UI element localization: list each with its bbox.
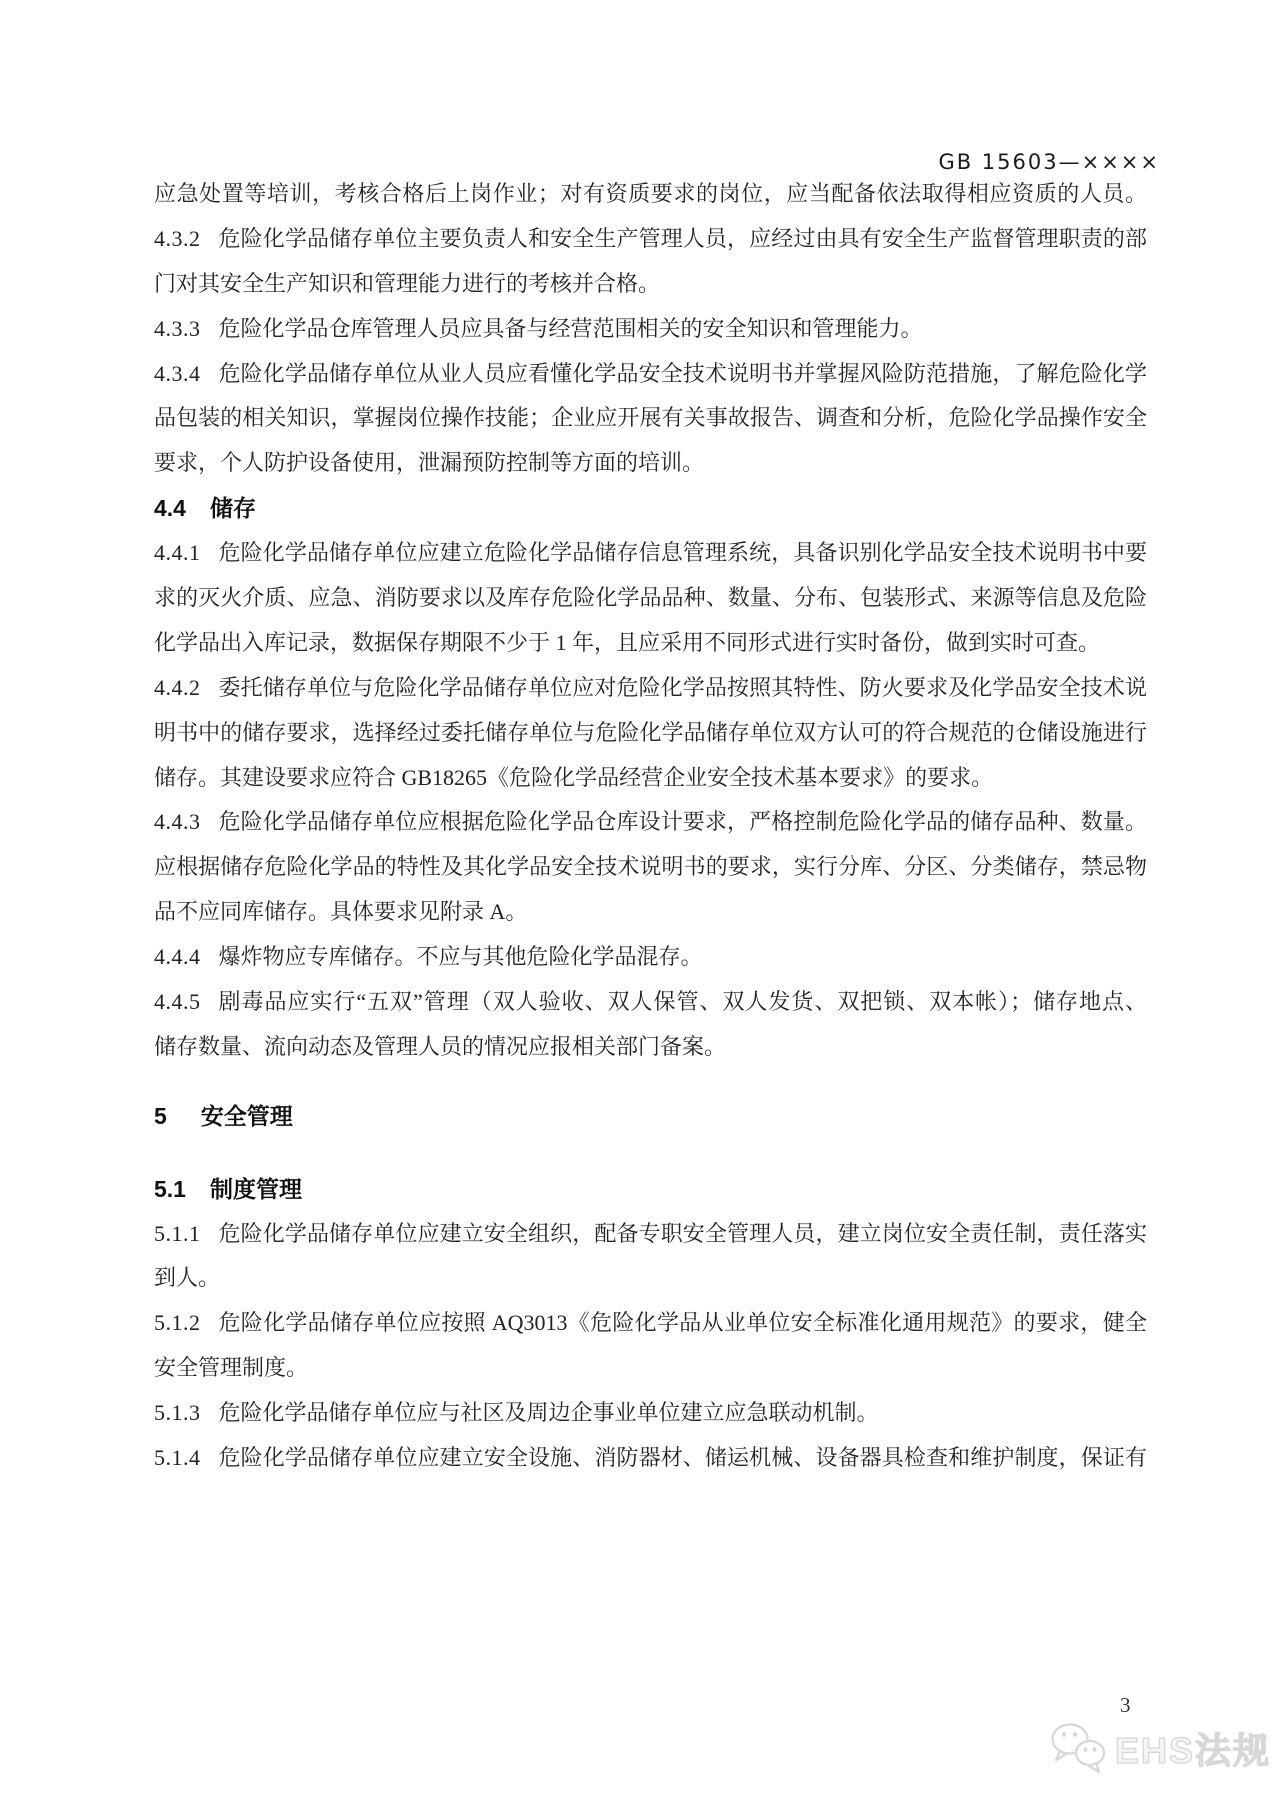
clause-text: 危险化学品储存单位应与社区及周边企事业单位建立应急联动机制。 (218, 1400, 879, 1426)
doc-line (154, 441, 1147, 486)
clause-number: 5.1.1 (154, 1220, 201, 1246)
doc-line (154, 1212, 1147, 1257)
heading-text: 安全管理 (200, 1102, 293, 1129)
clause-number: 5.1.3 (154, 1400, 201, 1426)
doc-line (154, 262, 1147, 307)
doc-line (154, 935, 1147, 980)
clause-text: 储存数量、流向动态及管理人员的情况应报相关部门备案。 (154, 1033, 727, 1059)
doc-line (154, 307, 1147, 352)
clause-text: 门对其安全生产知识和管理能力进行的考核并合格。 (154, 270, 661, 296)
clause-number: 4.3.2 (154, 225, 201, 251)
heading-number: 5 (154, 1102, 167, 1129)
clause-text: 求的灭火介质、应急、消防要求以及库存危险化学品品种、数量、分布、包装形式、来源等信息及危险 (154, 585, 1147, 611)
doc-line (154, 1025, 1147, 1070)
section-heading-4-4 (154, 486, 1147, 531)
standard-number: GB 15603—×××× (938, 150, 1160, 174)
clause-text: 品包装的相关知识，掌握岗位操作技能；企业应开展有关事故报告、调查和分析，危险化学品操作安全 (154, 405, 1147, 431)
doc-line (154, 352, 1147, 397)
doc-line (154, 800, 1147, 845)
clause-text: 危险化学品储存单位从业人员应看懂化学品安全技术说明书并掌握风险防范措施，了解危险化学 (218, 360, 1147, 386)
document-body (154, 172, 1147, 1481)
wechat-icon (1048, 1720, 1110, 1776)
doc-line (154, 845, 1147, 890)
clause-number: 4.4.3 (154, 809, 201, 835)
section-heading-5-1 (154, 1167, 1147, 1212)
doc-line (154, 217, 1147, 262)
clause-text: 危险化学品储存单位主要负责人和安全生产管理人员，应经过由具有安全生产监督管理职责的部 (218, 225, 1147, 251)
doc-line (154, 890, 1147, 935)
doc-line (154, 172, 1147, 217)
clause-number: 5.1.4 (154, 1445, 201, 1471)
clause-text: 应根据储存危险化学品的特性及其化学品安全技术说明书的要求，实行分库、分区、分类储存，禁忌物 (154, 854, 1147, 880)
heading-text: 储存 (209, 495, 256, 522)
clause-text: 化学品出入库记录，数据保存期限不少于 1 年，且应采用不同形式进行实时备份，做到实时可查。 (154, 629, 1101, 655)
clause-text: 品不应同库储存。具体要求见附录 A。 (154, 899, 528, 925)
doc-line (154, 666, 1147, 711)
watermark-label: EHS法规 (1115, 1729, 1272, 1771)
doc-line (154, 1256, 1147, 1301)
clause-text: 爆炸物应专库储存。不应与其他危险化学品混存。 (218, 944, 703, 970)
doc-line (154, 1391, 1147, 1436)
clause-text: 到人。 (154, 1265, 221, 1291)
clause-number: 4.4.4 (154, 944, 201, 970)
doc-line (154, 1436, 1147, 1481)
clause-text: 应急处置等培训，考核合格后上岗作业；对有资质要求的岗位，应当配备依法取得相应资质的人员。 (154, 181, 1147, 206)
clause-number: 4.3.3 (154, 315, 201, 341)
clause-text: 危险化学品储存单位应建立危险化学品储存信息管理系统，具备识别化学品安全技术说明书中要 (218, 540, 1147, 566)
clause-number: 4.4.5 (154, 989, 201, 1015)
clause-text: 委托储存单位与危险化学品储存单位应对危险化学品按照其特性、防火要求及化学品安全技术说 (218, 674, 1147, 700)
clause-text: 危险化学品储存单位应建立安全设施、消防器材、储运机械、设备器具检查和维护制度，保证有 (218, 1445, 1147, 1471)
doc-line (154, 711, 1147, 756)
section-heading-5 (154, 1094, 1147, 1139)
doc-line (154, 621, 1147, 666)
clause-number: 4.4.2 (154, 674, 201, 700)
doc-line (154, 1346, 1147, 1391)
heading-text: 制度管理 (209, 1175, 302, 1202)
clause-text: 危险化学品仓库管理人员应具备与经营范围相关的安全知识和管理能力。 (218, 315, 923, 341)
clause-number: 4.4.1 (154, 540, 201, 566)
clause-text: 危险化学品储存单位应根据危险化学品仓库设计要求，严格控制危险化学品的储存品种、数量。 (218, 809, 1147, 835)
heading-number: 4.4 (154, 495, 186, 522)
doc-line (154, 756, 1147, 801)
doc-line (154, 396, 1147, 441)
clause-text: 安全管理制度。 (154, 1355, 309, 1381)
doc-line (154, 1301, 1147, 1346)
heading-number: 5.1 (154, 1175, 186, 1202)
watermark (1048, 1720, 1271, 1776)
page-number: 3 (1120, 1693, 1131, 1717)
clause-text: 明书中的储存要求，选择经过委托储存单位与危险化学品储存单位双方认可的符合规范的仓储设施进行 (154, 719, 1147, 745)
doc-line (154, 576, 1147, 621)
clause-text: 剧毒品应实行“五双”管理（双人验收、双人保管、双人发货、双把锁、双本帐）；储存地点、 (218, 989, 1147, 1015)
clause-text: 危险化学品储存单位应按照 AQ3013《危险化学品从业单位安全标准化通用规范》的要求，健全 (218, 1310, 1147, 1336)
clause-number: 4.3.4 (154, 360, 201, 386)
clause-text: 危险化学品储存单位应建立安全组织，配备专职安全管理人员，建立岗位安全责任制，责任落实 (218, 1220, 1147, 1246)
clause-number: 5.1.2 (154, 1310, 201, 1336)
clause-text: 储存。其建设要求应符合 GB18265《危险化学品经营企业安全技术基本要求》的要求。 (154, 764, 994, 790)
clause-text: 要求，个人防护设备使用，泄漏预防控制等方面的培训。 (154, 450, 705, 476)
doc-line (154, 531, 1147, 576)
doc-line (154, 980, 1147, 1025)
